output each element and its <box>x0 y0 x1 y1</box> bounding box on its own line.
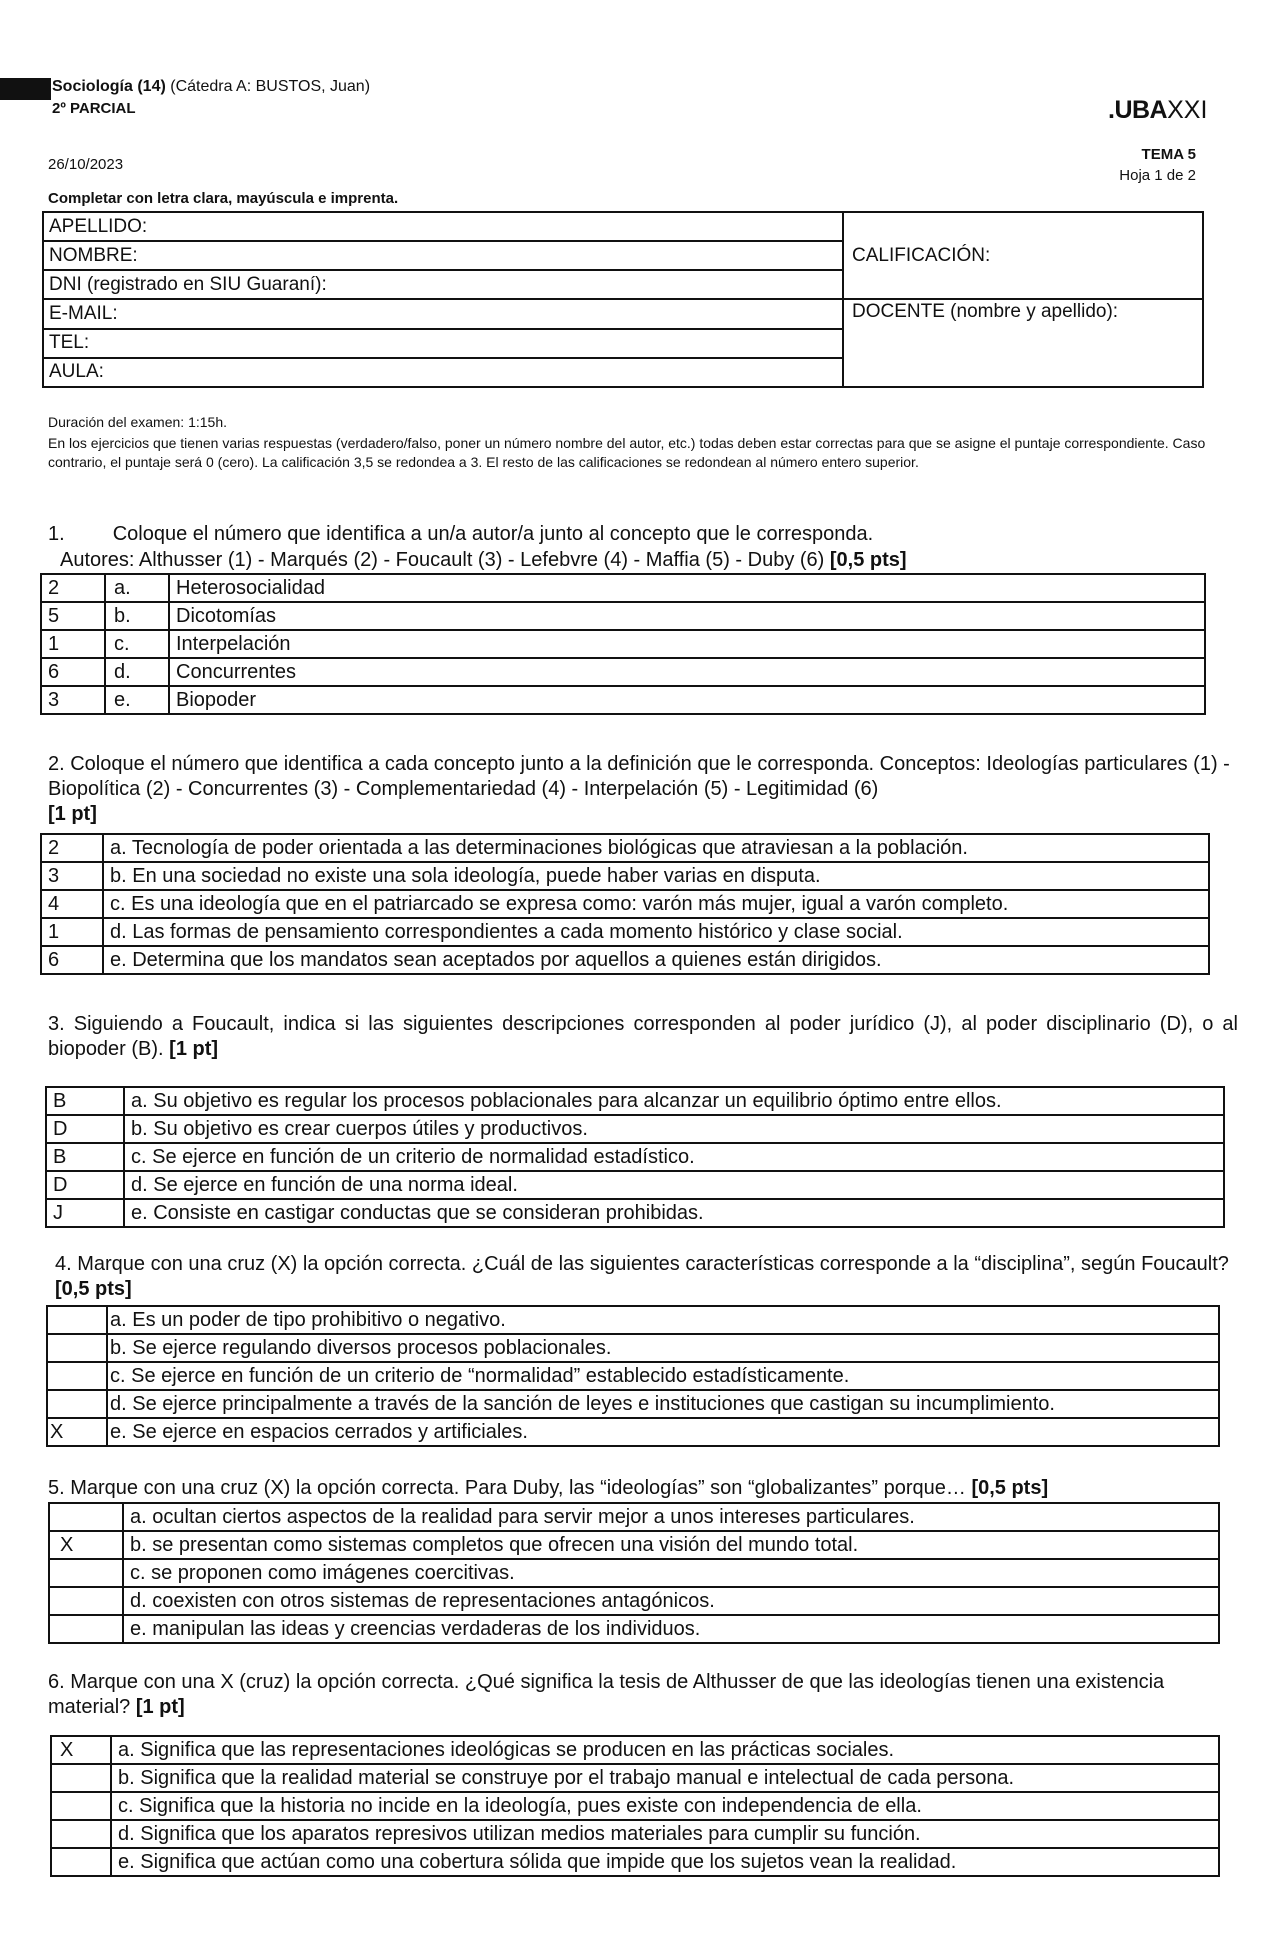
uba-xxi-logo <box>1108 96 1207 125</box>
q1-authors-line <box>60 548 907 573</box>
table-row <box>41 862 1209 890</box>
q6-answer-cell[interactable] <box>51 1764 111 1792</box>
table-row <box>51 1764 1219 1792</box>
q1-points: [0,5 pts] <box>829 549 907 571</box>
aula-field[interactable]: AULA: <box>43 358 843 387</box>
table-row <box>41 630 1205 658</box>
q2-definition: d. Las formas de pensamiento correspondientes a cada momento histórico y clase social. <box>103 918 1209 946</box>
nombre-field[interactable]: NOMBRE: <box>43 241 843 270</box>
q4-answer-cell[interactable] <box>47 1306 107 1334</box>
table-row <box>46 1171 1224 1199</box>
table-row <box>49 1615 1219 1643</box>
q1-answer-cell[interactable]: 2 <box>41 574 105 602</box>
table-row <box>47 1418 1219 1446</box>
q3-title: 3. Siguiendo a Foucault, indica si las siguientes descripciones corresponden al poder jurídico (J), al poder disciplinario (D), o al biopoder (B). <box>48 1013 1238 1060</box>
q3-points: [1 pt] <box>169 1038 219 1060</box>
q1-title: Coloque el número que identifica a un/a autor/a junto al concepto que le corresponda. <box>112 523 874 545</box>
q4-answer-cell[interactable]: X <box>47 1418 107 1446</box>
table-row <box>41 686 1205 714</box>
page-count: Hoja 1 de 2 <box>1119 167 1196 184</box>
q4-title-block <box>55 1252 1245 1302</box>
table-row <box>49 1531 1219 1559</box>
q2-answer-cell[interactable]: 3 <box>41 862 103 890</box>
q3-description: d. Se ejerce en función de una norma ideal. <box>124 1171 1224 1199</box>
q1-authors: Autores: Althusser (1) - Marqués (2) - Foucault (3) - Lefebvre (4) - Maffia (5) - Duby (6) <box>60 549 830 571</box>
course-line <box>52 78 370 96</box>
q6-title-block <box>48 1670 1238 1720</box>
q5-answer-cell[interactable] <box>49 1615 123 1643</box>
table-row <box>47 1362 1219 1390</box>
q4-title: 4. Marque con una cruz (X) la opción correcta. ¿Cuál de las siguientes características corresponde a la “disciplina”, según Foucault? <box>55 1253 1229 1275</box>
q4-option: c. Se ejerce en función de un criterio de “normalidad” establecido estadísticamente. <box>107 1362 1219 1390</box>
q6-answer-cell[interactable] <box>51 1820 111 1848</box>
q6-option: c. Significa que la historia no incide en la ideología, pues existe con independencia de ella. <box>111 1792 1219 1820</box>
q1-concept: Biopoder <box>169 686 1205 714</box>
tema-label: TEMA 5 <box>1141 146 1196 163</box>
exam-duration: Duración del examen: 1:15h. <box>48 414 227 430</box>
q3-description: e. Consiste en castigar conductas que se consideran prohibidas. <box>124 1199 1224 1227</box>
q3-answer-cell[interactable]: B <box>46 1087 124 1115</box>
q5-points: [0,5 pts] <box>971 1477 1049 1499</box>
q4-points: [0,5 pts] <box>55 1278 132 1300</box>
q4-answer-cell[interactable] <box>47 1390 107 1418</box>
q6-option: a. Significa que las representaciones ideológicas se producen en las prácticas sociales. <box>111 1736 1219 1764</box>
apellido-field[interactable]: APELLIDO: <box>43 212 843 241</box>
table-row <box>47 1334 1219 1362</box>
q5-option: c. se proponen como imágenes coercitivas. <box>123 1559 1219 1587</box>
q6-answer-cell[interactable] <box>51 1848 111 1876</box>
q1-letter: c. <box>105 630 169 658</box>
q3-answer-cell[interactable]: B <box>46 1143 124 1171</box>
calificacion-field[interactable]: CALIFICACIÓN: <box>843 212 1203 299</box>
table-row <box>46 1087 1224 1115</box>
q5-title-block <box>48 1476 1238 1501</box>
q3-description: b. Su objetivo es crear cuerpos útiles y productivos. <box>124 1115 1224 1143</box>
table-row <box>41 946 1209 974</box>
table-row <box>46 1143 1224 1171</box>
q3-answer-cell[interactable]: J <box>46 1199 124 1227</box>
table-row <box>41 574 1205 602</box>
grading-rules: En los ejercicios que tienen varias respuestas (verdadero/falso, poner un número nombre del autor, etc.) todas deben estar correctas para que se asigne el puntaje correspondiente. Caso contrario, el puntaje será 0 (cero). La calificación 3,5 se redondea a 3. El resto de las calificaciones se redondean al número entero superior. <box>48 435 1206 470</box>
q2-definition: e. Determina que los mandatos sean aceptados por aquellos a quienes están dirigidos. <box>103 946 1209 974</box>
q5-option: a. ocultan ciertos aspectos de la realidad para servir mejor a unos intereses particulares. <box>123 1503 1219 1531</box>
course-chair: (Cátedra A: BUSTOS, Juan) <box>165 78 371 95</box>
q2-definition: a. Tecnología de poder orientada a las determinaciones biológicas que atraviesan a la población. <box>103 834 1209 862</box>
q3-description: a. Su objetivo es regular los procesos poblacionales para alcanzar un equilibrio óptimo entre ellos. <box>124 1087 1224 1115</box>
q6-table <box>50 1735 1220 1877</box>
q2-answer-cell[interactable]: 2 <box>41 834 103 862</box>
q1-letter: b. <box>105 602 169 630</box>
table-row <box>47 1390 1219 1418</box>
q1-concept: Concurrentes <box>169 658 1205 686</box>
q2-definition: b. En una sociedad no existe una sola ideología, puede haber varias en disputa. <box>103 862 1209 890</box>
q1-title-line <box>48 522 873 547</box>
q5-answer-cell[interactable] <box>49 1559 123 1587</box>
student-id-form <box>42 211 1204 388</box>
q5-answer-cell[interactable] <box>49 1503 123 1531</box>
table-row <box>49 1559 1219 1587</box>
q1-answer-cell[interactable]: 3 <box>41 686 105 714</box>
table-row <box>46 1199 1224 1227</box>
q2-answer-cell[interactable]: 1 <box>41 918 103 946</box>
q5-table <box>48 1502 1220 1644</box>
q1-answer-cell[interactable]: 1 <box>41 630 105 658</box>
q6-answer-cell[interactable]: X <box>51 1736 111 1764</box>
email-field[interactable]: E-MAIL: <box>43 299 843 328</box>
q2-points: [1 pt] <box>48 803 97 825</box>
q1-letter: e. <box>105 686 169 714</box>
table-row <box>51 1820 1219 1848</box>
table-row <box>41 834 1209 862</box>
q1-concept: Dicotomías <box>169 602 1205 630</box>
q6-option: b. Significa que la realidad material se construye por el trabajo manual e intelectual de cada persona. <box>111 1764 1219 1792</box>
q1-concept: Heterosocialidad <box>169 574 1205 602</box>
q5-answer-cell[interactable] <box>49 1587 123 1615</box>
dni-field[interactable]: DNI (registrado en SIU Guaraní): <box>43 270 843 299</box>
redaction-bar <box>0 78 51 100</box>
q5-option: b. se presentan como sistemas completos que ofrecen una visión del mundo total. <box>123 1531 1219 1559</box>
q2-title: 2. Coloque el número que identifica a cada concepto junto a la definición que le corresponda. Conceptos: Ideologías particulares (1) - Biopolítica (2) - Concurrentes (3) - Complementariedad (4) - Interpelación (5) - Legitimidad (6) <box>48 753 1230 800</box>
q2-title-block <box>48 752 1248 827</box>
tel-field[interactable]: TEL: <box>43 329 843 358</box>
q3-table <box>45 1086 1225 1228</box>
q1-letter: d. <box>105 658 169 686</box>
q1-concept: Interpelación <box>169 630 1205 658</box>
q4-table <box>46 1305 1220 1447</box>
table-row <box>49 1587 1219 1615</box>
logo-uba: .UBA <box>1108 96 1168 124</box>
q6-points: [1 pt] <box>135 1696 185 1718</box>
q1-answer-cell[interactable]: 6 <box>41 658 105 686</box>
q3-description: c. Se ejerce en función de un criterio de normalidad estadístico. <box>124 1143 1224 1171</box>
table-row <box>41 918 1209 946</box>
table-row <box>51 1792 1219 1820</box>
table-row <box>51 1736 1219 1764</box>
q1-table <box>40 573 1206 715</box>
q4-answer-cell[interactable] <box>47 1362 107 1390</box>
table-row <box>47 1306 1219 1334</box>
q6-title: 6. Marque con una X (cruz) la opción correcta. ¿Qué significa la tesis de Althusser de que las ideologías tienen una existencia material? <box>48 1671 1165 1718</box>
q4-option: e. Se ejerce en espacios cerrados y artificiales. <box>107 1418 1219 1446</box>
q2-answer-cell[interactable]: 6 <box>41 946 103 974</box>
q1-number: 1. <box>48 523 65 545</box>
q5-title: 5. Marque con una cruz (X) la opción correcta. Para Duby, las “ideologías” son “globalizantes” porque… <box>48 1477 972 1499</box>
q5-answer-cell[interactable]: X <box>49 1531 123 1559</box>
q6-answer-cell[interactable] <box>51 1792 111 1820</box>
logo-xxi: XXI <box>1167 96 1208 124</box>
table-row <box>41 658 1205 686</box>
q4-answer-cell[interactable] <box>47 1334 107 1362</box>
q3-title-block <box>48 1012 1238 1062</box>
q2-answer-cell[interactable]: 4 <box>41 890 103 918</box>
q6-option: e. Significa que actúan como una cobertura sólida que impide que los sujetos vean la realidad. <box>111 1848 1219 1876</box>
table-row <box>49 1503 1219 1531</box>
table-row <box>46 1115 1224 1143</box>
table-row <box>41 602 1205 630</box>
exam-date: 26/10/2023 <box>48 156 124 173</box>
q3-answer-cell[interactable]: D <box>46 1115 124 1143</box>
q2-definition: c. Es una ideología que en el patriarcado se expresa como: varón más mujer, igual a varón completo. <box>103 890 1209 918</box>
fill-instructions: Completar con letra clara, mayúscula e imprenta. <box>48 190 399 207</box>
exam-title: 2º PARCIAL <box>52 100 136 117</box>
q5-option: d. coexisten con otros sistemas de representaciones antagónicos. <box>123 1587 1219 1615</box>
q4-option: a. Es un poder de tipo prohibitivo o negativo. <box>107 1306 1219 1334</box>
q1-letter: a. <box>105 574 169 602</box>
q4-option: b. Se ejerce regulando diversos procesos poblacionales. <box>107 1334 1219 1362</box>
course-name: Sociología (14) <box>52 78 166 95</box>
table-row <box>41 890 1209 918</box>
q2-table <box>40 833 1210 975</box>
q3-answer-cell[interactable]: D <box>46 1171 124 1199</box>
table-row <box>51 1848 1219 1876</box>
q4-option: d. Se ejerce principalmente a través de la sanción de leyes e instituciones que castigan su incumplimiento. <box>107 1390 1219 1418</box>
q1-answer-cell[interactable]: 5 <box>41 602 105 630</box>
docente-field[interactable]: DOCENTE (nombre y apellido): <box>843 299 1203 387</box>
q6-option: d. Significa que los aparatos represivos utilizan medios materiales para cumplir su función. <box>111 1820 1219 1848</box>
q5-option: e. manipulan las ideas y creencias verdaderas de los individuos. <box>123 1615 1219 1643</box>
